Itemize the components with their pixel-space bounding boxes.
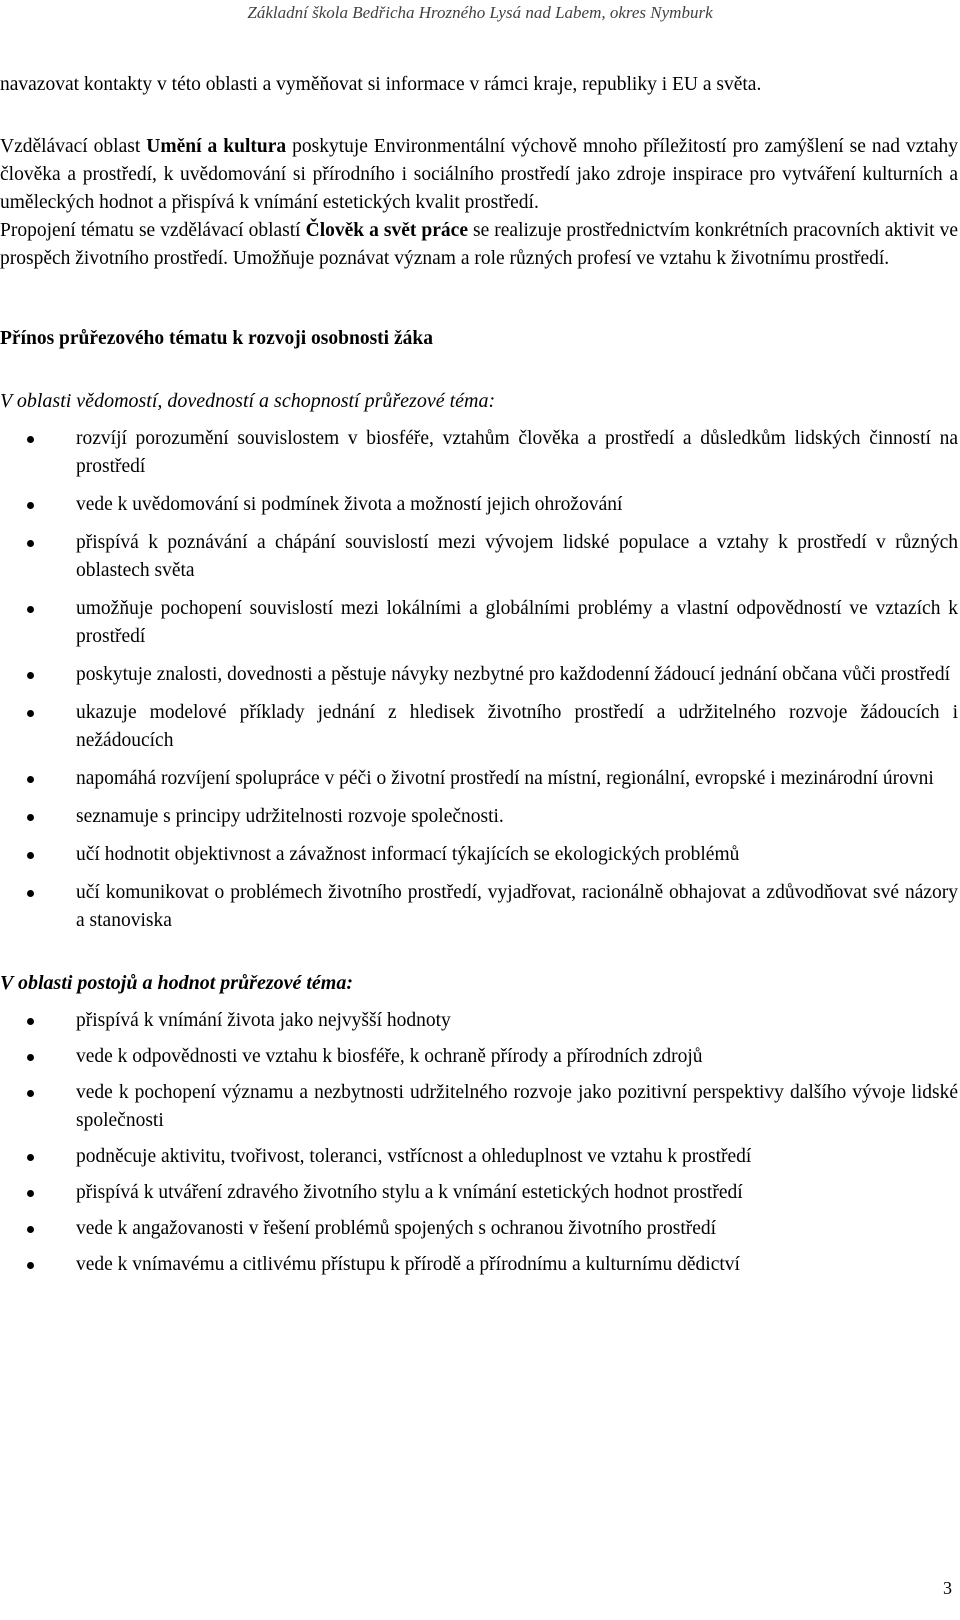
list-item-text: umožňuje pochopení souvislostí mezi lokálními a globálními problémy a vlastní odpovědností ve vztazích k prostředí xyxy=(76,598,958,647)
list-item-text: poskytuje znalosti, dovednosti a pěstuje návyky nezbytné pro každodenní žádoucí jednání občana vůči prostředí xyxy=(76,664,950,685)
list-item xyxy=(0,1007,958,1035)
bullet-icon xyxy=(27,1154,34,1161)
text-segment: Propojení tématu se vzdělávací oblastí xyxy=(0,220,306,241)
bullet-icon xyxy=(27,1226,34,1233)
list-item xyxy=(0,1079,958,1135)
list-item xyxy=(0,491,958,519)
list-item xyxy=(0,879,958,935)
bullet-icon xyxy=(27,1262,34,1269)
attitudes-list xyxy=(0,1007,958,1279)
list-item xyxy=(0,1043,958,1071)
list-item-text: vede k odpovědnosti ve vztahu k biosféře, k ochraně přírody a přírodních zdrojů xyxy=(76,1046,703,1067)
bullet-icon xyxy=(27,710,34,717)
bullet-icon xyxy=(27,890,34,897)
paragraph-intro: navazovat kontakty v této oblasti a vyměňovat si informace v rámci kraje, republiky i EU a světa. xyxy=(0,74,762,95)
page-number: 3 xyxy=(943,1578,952,1598)
list-item-text: ukazuje modelové příklady jednání z hledisek životního prostředí a udržitelného rozvoje žádoucích i nežádoucích xyxy=(76,702,958,751)
paragraph-art-culture xyxy=(0,133,958,217)
bullet-icon xyxy=(27,852,34,859)
page-header: Základní škola Bedřicha Hrozného Lysá nad Labem, okres Nymburk xyxy=(247,3,713,22)
knowledge-subheading: V oblasti vědomostí, dovedností a schopností průřezové téma: xyxy=(0,390,496,412)
text-segment: poskytuje Environmentální výchově mnoho příležitostí pro zamýšlení se nad vztahy člověka a prostředí, k uvědomování si přírodního i sociálního prostředí jako zdroje inspirace pro vytváření kulturních a uměleckých hodnot a přispívá k vnímání estetických kvalit prostředí. xyxy=(0,136,958,213)
bullet-icon xyxy=(27,1018,34,1025)
emphasis-clovek-a-svet-prace: Člověk a svět práce xyxy=(305,220,468,241)
list-item-text: rozvíjí porozumění souvislostem v biosféře, vztahům člověka a prostředí a důsledkům lidských činností na prostředí xyxy=(76,428,958,477)
list-item-text: vede k pochopení významu a nezbytnosti udržitelného rozvoje jako pozitivní perspektivy dalšího vývoje lidské společnosti xyxy=(76,1082,958,1131)
bullet-icon xyxy=(27,1054,34,1061)
list-item-text: podněcuje aktivitu, tvořivost, toleranci, vstřícnost a ohleduplnost ve vztahu k prostředí xyxy=(76,1146,752,1167)
list-item-text: vede k angažovanosti v řešení problémů spojených s ochranou životního prostředí xyxy=(76,1218,717,1239)
bullet-icon xyxy=(27,436,34,443)
paragraph-work xyxy=(0,217,958,273)
bullet-icon xyxy=(27,502,34,509)
list-item-text: učí hodnotit objektivnost a závažnost informací týkajících se ekologických problémů xyxy=(76,844,740,865)
list-item xyxy=(0,595,958,651)
list-item-text: seznamuje s principy udržitelnosti rozvoje společnosti. xyxy=(76,806,504,827)
knowledge-list xyxy=(0,425,958,935)
bullet-icon xyxy=(27,814,34,821)
list-item-text: napomáhá rozvíjení spolupráce v péči o životní prostředí na místní, regionální, evropské i mezinárodní úrovni xyxy=(76,768,934,789)
list-item xyxy=(0,765,958,793)
list-item xyxy=(0,661,958,689)
bullet-icon xyxy=(27,672,34,679)
bullet-icon xyxy=(27,776,34,783)
emphasis-umeni-a-kultura: Umění a kultura xyxy=(146,136,287,157)
list-item-text: vede k uvědomování si podmínek života a možností jejich ohrožování xyxy=(76,494,623,515)
bullet-icon xyxy=(27,606,34,613)
list-item xyxy=(0,1215,958,1243)
list-item xyxy=(0,1251,958,1279)
list-item xyxy=(0,699,958,755)
bullet-icon xyxy=(27,540,34,547)
text-segment: Vzdělávací oblast xyxy=(0,136,147,157)
list-item-text: vede k vnímavému a citlivému přístupu k přírodě a přírodnímu a kulturnímu dědictví xyxy=(76,1254,740,1275)
list-item xyxy=(0,1143,958,1171)
list-item xyxy=(0,529,958,585)
list-item xyxy=(0,803,958,831)
list-item-text: učí komunikovat o problémech životního prostředí, vyjadřovat, racionálně obhajovat a zdůvodňovat své názory a stanoviska xyxy=(76,882,958,931)
list-item xyxy=(0,1179,958,1207)
list-item-text: přispívá k poznávání a chápání souvislostí mezi vývojem lidské populace a vztahy k prostředí v různých oblastech světa xyxy=(76,532,958,581)
section-heading: Přínos průřezového tématu k rozvoji osobnosti žáka xyxy=(0,328,433,349)
bullet-icon xyxy=(27,1190,34,1197)
list-item xyxy=(0,841,958,869)
text-segment: se realizuje prostřednictvím konkrétních pracovních aktivit ve prospěch životního prostředí. Umožňuje poznávat význam a role různých profesí ve vztahu k životnímu prostředí. xyxy=(0,220,958,269)
document-body xyxy=(0,71,958,1287)
list-item xyxy=(0,425,958,481)
list-item-text: přispívá k utváření zdravého životního stylu a k vnímání estetických hodnot prostředí xyxy=(76,1182,743,1203)
attitudes-subheading: V oblasti postojů a hodnot průřezové téma: xyxy=(0,972,354,994)
list-item-text: přispívá k vnímání života jako nejvyšší hodnoty xyxy=(76,1010,451,1031)
bullet-icon xyxy=(27,1090,34,1097)
